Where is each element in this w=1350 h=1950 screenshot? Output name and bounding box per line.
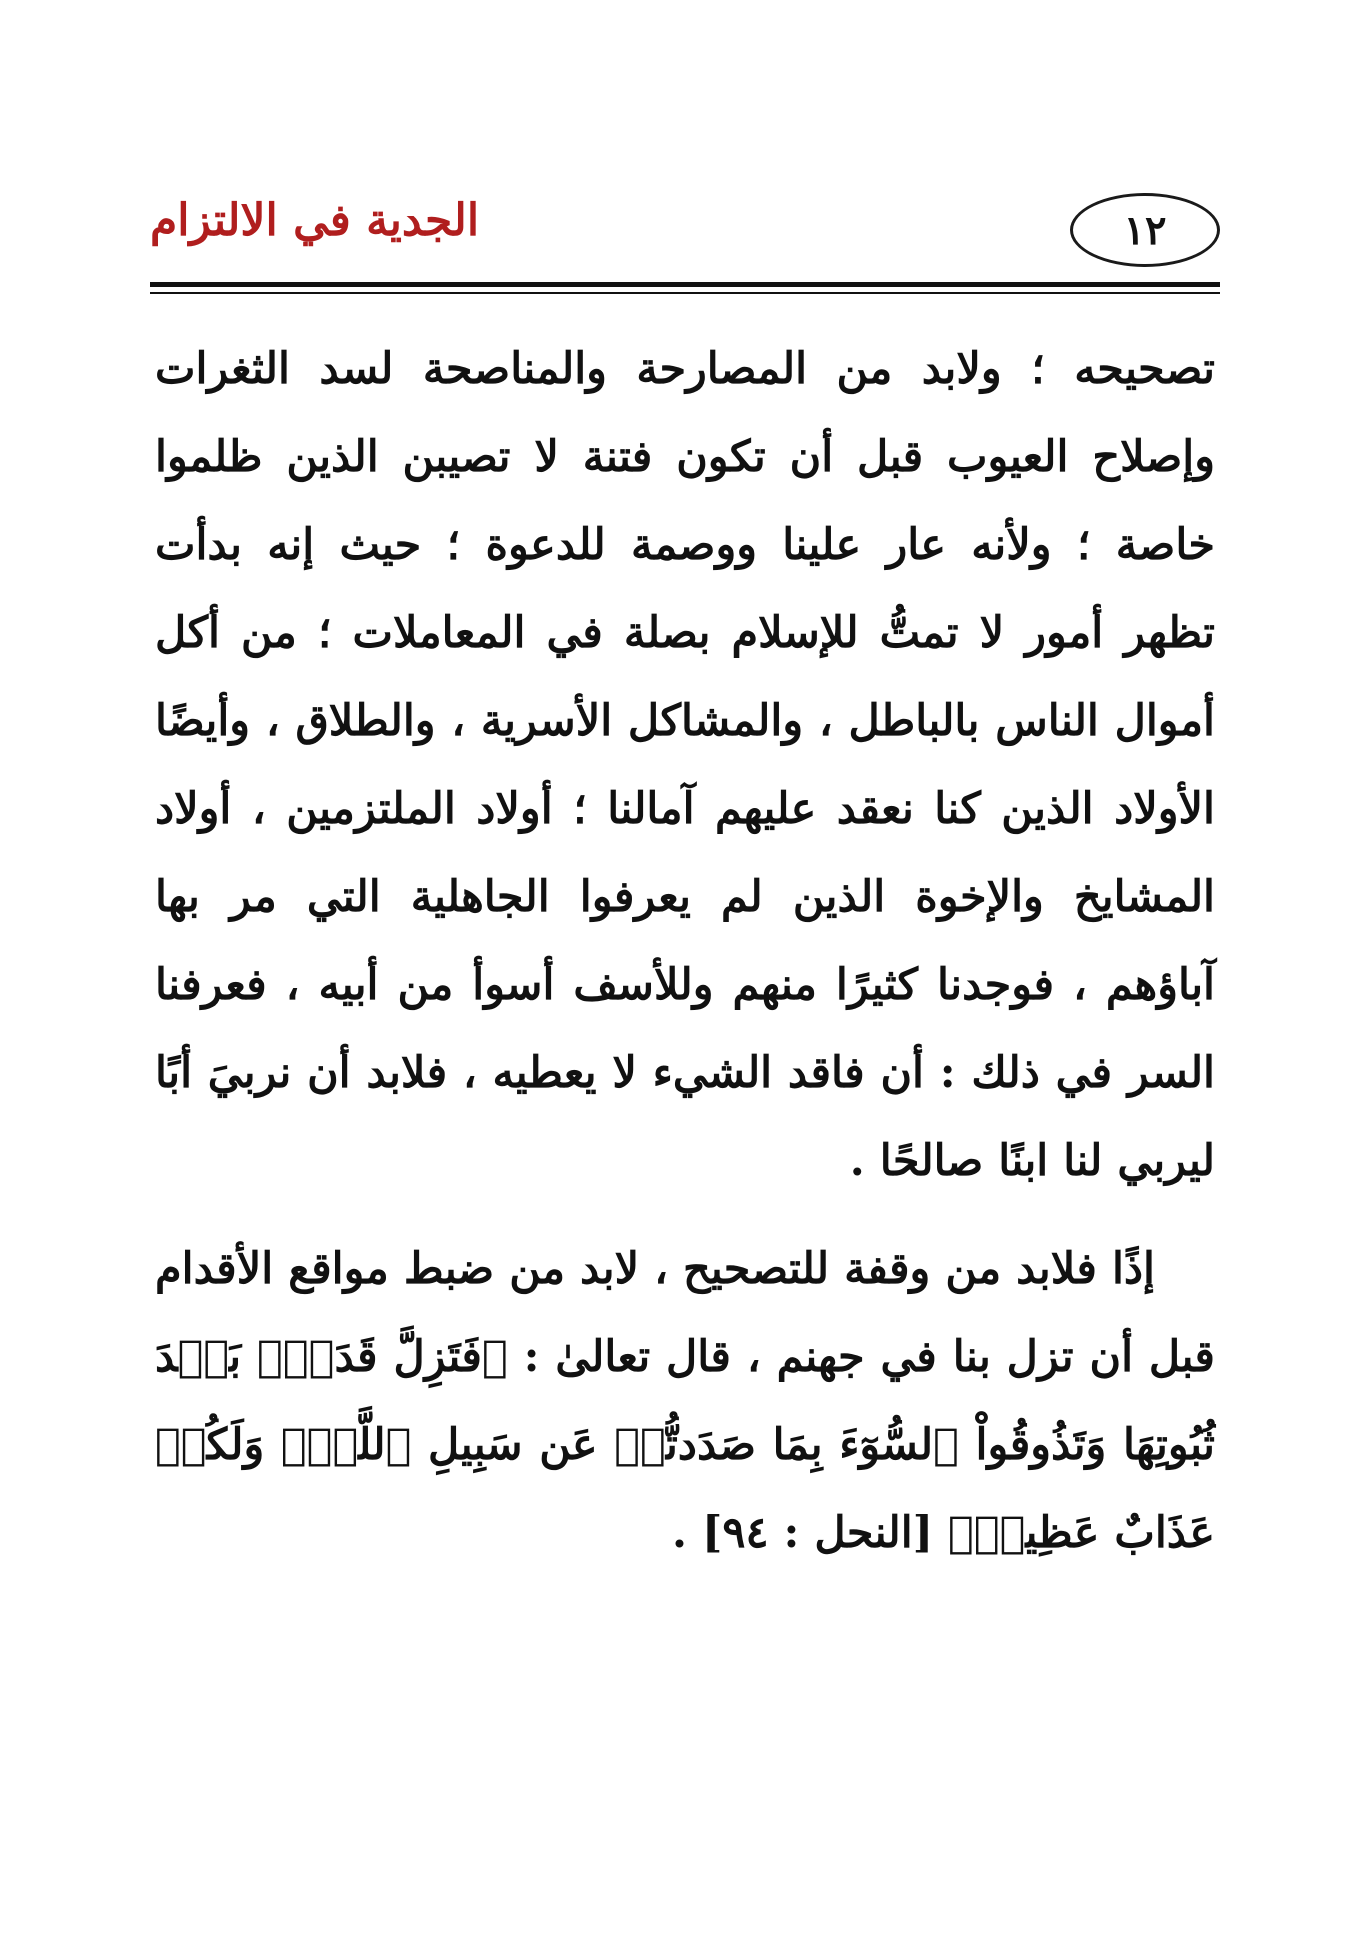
header-rule-thin [150, 292, 1220, 294]
page-number: ١٢ [1123, 206, 1167, 254]
body-text [155, 325, 1215, 1577]
paragraph-2 [155, 1225, 1215, 1577]
page-number-badge [1070, 193, 1220, 267]
paragraph-2-intro: إذًا فلابد من وقفة للتصحيح ، لابد من ضبط مواقع الأقدام قبل أن تزل بنا في جهنم ، قال تعالىٰ : [155, 1244, 1215, 1382]
page-header [150, 185, 1220, 275]
verse-citation: [النحل : ٩٤] . [672, 1508, 934, 1558]
running-title: الجدية في الالتزام [150, 195, 480, 246]
quran-verse: ﴿فَتَزِلَّ قَدَمٌۢ بَعۡدَ ثُبُوتِهَا وَتَذُوقُواْ ٱلسُّوٓءَ بِمَا صَدَدتُّمۡ عَن سَبِيلِ ٱللَّهِۖ وَلَكُمۡ عَذَابٌ عَظِيمٞ﴾ [155, 1332, 1215, 1558]
header-rule-thick [150, 282, 1220, 287]
paragraph-1: تصحيحه ؛ ولابد من المصارحة والمناصحة لسد الثغرات وإصلاح العيوب قبل أن تكون فتنة لا تصيبن الذين ظلموا خاصة ؛ ولأنه عار علينا ووصمة للدعوة ؛ حيث إنه بدأت تظهر أمور لا تمتُّ للإسلام بصلة في المعاملات ؛ من أكل أموال الناس بالباطل ، والمشاكل الأسرية ، والطلاق ، وأيضًا الأولاد الذين كنا نعقد عليهم آمالنا ؛ أولاد الملتزمين ، أولاد المشايخ والإخوة الذين لم يعرفوا الجاهلية التي مر بها آباؤهم ، فوجدنا كثيرًا منهم وللأسف أسوأ من أبيه ، فعرفنا السر في ذلك : أن فاقد الشيء لا يعطيه ، فلابد أن نربيَ أبًا ليربي لنا ابنًا صالحًا . [155, 344, 1215, 1186]
